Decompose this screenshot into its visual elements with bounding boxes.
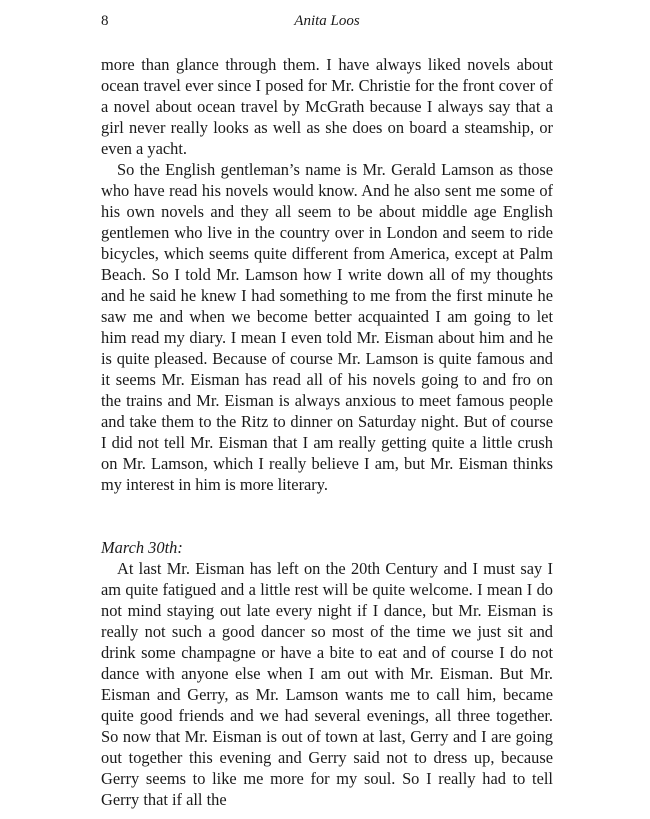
paragraph-lamson: So the English gentleman’s name is Mr. Gerald Lamson as those who have read his novels would know. And he also sent me some of his own novels and they all seem to be about middle age English gentlemen who live in the country over in London and seem to ride bicycles, which seems quite different from America, except at Palm Beach. So I told Mr. Lamson how I write down all of my thoughts and he said he knew I had something to me from the first minute he saw me and when we become better acquainted I am going to let him read my diary. I mean I even told Mr. Eisman about him and he is quite pleased. Because of course Mr. Lamson is quite famous and it seems Mr. Eisman has read all of his novels going to and fro on the trains and Mr. Eisman is always anxious to meet famous people and take them to the Ritz to dinner on Saturday night. But of course I did not tell Mr. Eisman that I am really getting quite a little crush on Mr. Lamson, which I really believe I am, but Mr. Eisman thinks my interest in him is more literary. <box>101 160 553 494</box>
page-number: 8 <box>101 13 109 29</box>
paragraph-continuation: more than glance through them. I have always liked novels about ocean travel ever since I posed for Mr. Christie for the front cover of a novel about ocean travel by McGrath because I always say that a girl never really looks as well as she does on board a steamship, or even a yacht. <box>101 55 553 158</box>
diary-date-heading: March 30th: <box>101 538 183 557</box>
running-head: Anita Loos <box>294 13 360 29</box>
page-header <box>101 0 553 44</box>
body-text <box>101 54 553 810</box>
paragraph-march-30: At last Mr. Eisman has left on the 20th Century and I must say I am quite fatigued and a little rest will be quite welcome. I mean I do not mind staying out late every night if I dance, but Mr. Eisman is really not such a good dancer so most of the time we just sit and drink some champagne or have a bite to eat and of course I do not dance with anyone else when I am out with Mr. Eisman. But Mr. Eisman and Gerry, as Mr. Lamson wants me to call him, became quite good friends and we had several evenings, all three together. So now that Mr. Eisman is out of town at last, Gerry and I are going out together this evening and Gerry said not to dress up, because Gerry seems to like me more for my soul. So I really had to tell Gerry that if all the <box>101 559 553 809</box>
book-page <box>101 0 553 809</box>
